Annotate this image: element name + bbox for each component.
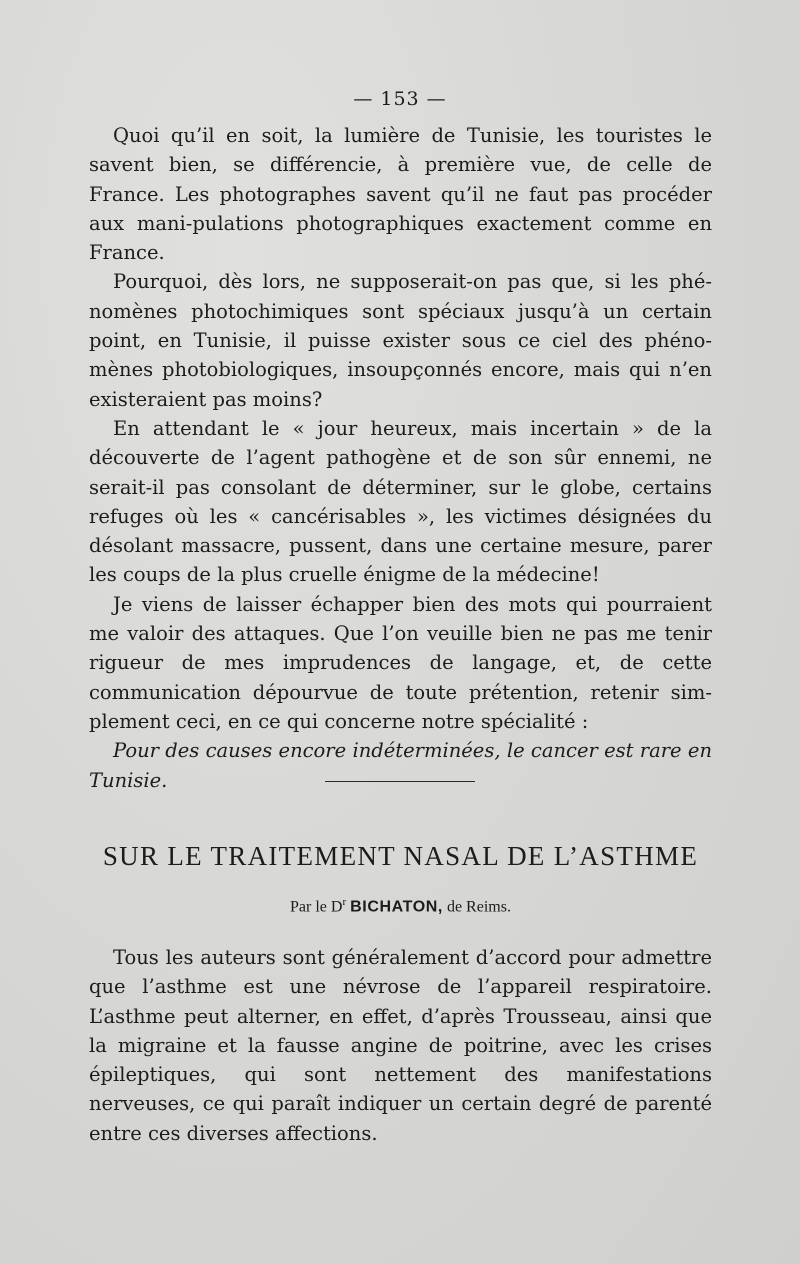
section-divider (325, 781, 475, 782)
paragraph: Je viens de laisser échapper bien des mots qui pourraient me valoir des attaques. Que l’on veuille bien ne pas me tenir rigueur de mes imprudences de langage, et, de cette communication dépourvue de toute prétention, retenir sim-plement ceci, en ce qui concerne notre spécialité : (89, 592, 712, 733)
paragraph: Pourquoi, dès lors, ne supposerait-on pas que, si les phé-nomènes photochimiques sont spéciaux jusqu’à un certain point, en Tunisie, il puisse exister sous ce ciel des phéno-mènes photobiologiques, insoupçonnés encore, mais qui n’en existeraient pas moins? (89, 270, 712, 411)
text-section-article (89, 943, 712, 1148)
page-number: — 153 — (353, 88, 447, 110)
byline (89, 896, 712, 916)
byline-suffix: de Reims. (446, 898, 511, 916)
byline-sup: r (342, 896, 347, 908)
paragraph: Tous les auteurs sont généralement d’accord pour admettre que l’asthme est une névrose de l’appareil respiratoire. L’asthme peut alterner, en effet, d’après Trousseau, ainsi que la migraine et la fausse angine de poitrine, avec les crises épileptiques, qui sont nettement des manifestations nerveuses, ce qui paraît indiquer un certain degré de parenté entre ces diverses affections. (89, 946, 712, 1145)
conclusion-paragraph: Pour des causes encore indéterminées, le cancer est rare en Tunisie. (89, 739, 712, 792)
article-title: SUR LE TRAITEMENT NASAL DE L’ASTHME (102, 841, 699, 871)
author-name: BICHATON, (350, 898, 443, 916)
paragraph: Quoi qu’il en soit, la lumière de Tunisie, les touristes le savent bien, se différencie, à première vue, de celle de France. Les photographes savent qu’il ne faut pas procéder aux mani-pulations photographiques exactement comme en France. (89, 124, 712, 265)
byline-prefix: Par le D (290, 898, 343, 916)
paragraph: En attendant le « jour heureux, mais incertain » de la découverte de l’agent pathogène et de son sûr ennemi, ne serait-il pas consolant de déterminer, sur le globe, certains refuges où les « cancérisables », les victimes désignées du désolant massacre, pussent, dans une certaine mesure, parer les coups de la plus cruelle énigme de la médecine! (89, 416, 712, 587)
text-section-previous-article (89, 121, 712, 795)
